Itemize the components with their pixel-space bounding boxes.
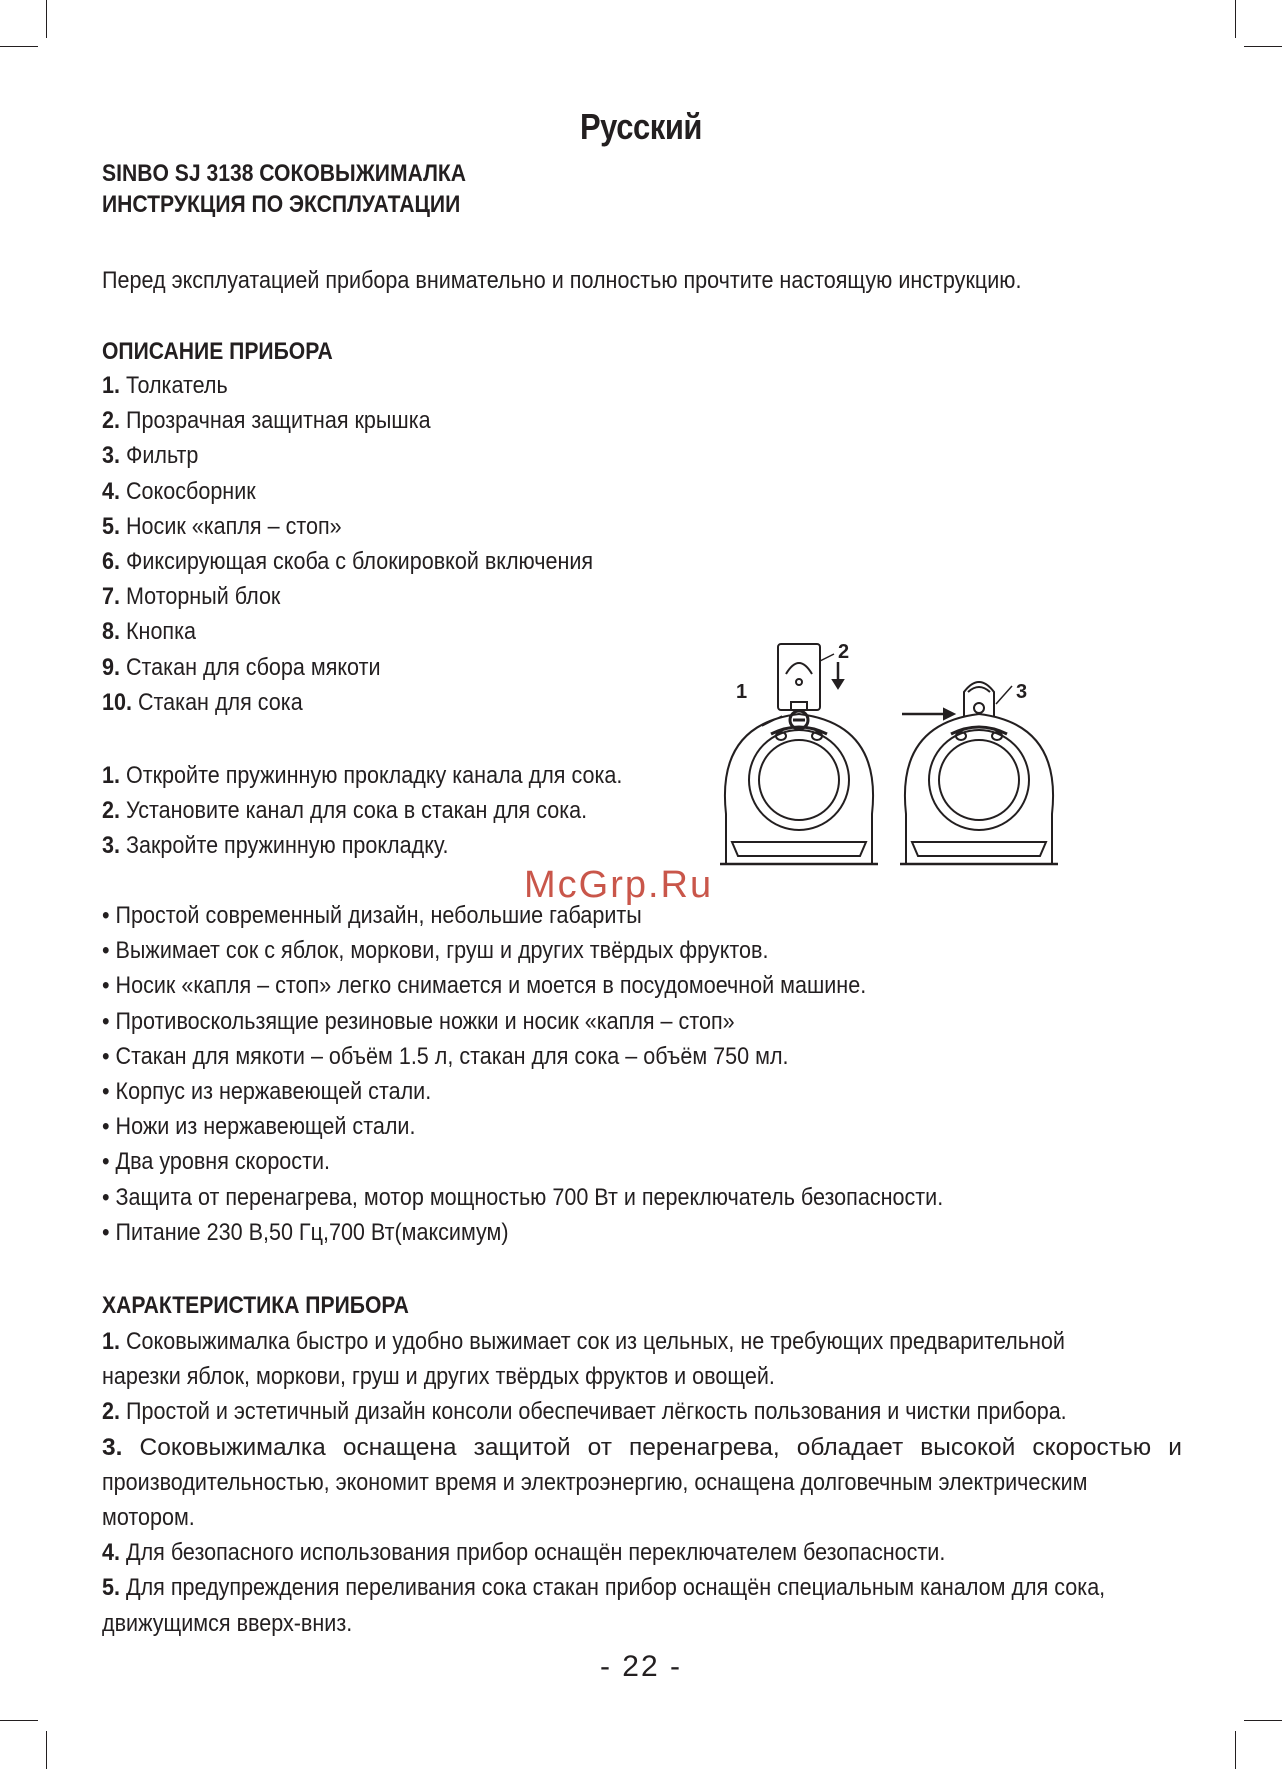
- list-item: 10. Стакан для сока: [102, 688, 303, 716]
- feature-item: • Противоскользящие резиновые ножки и носик «капля – стоп»: [102, 1007, 735, 1035]
- page-number: - 22 -: [599, 1650, 683, 1683]
- juicer-right-illustration: [900, 682, 1058, 864]
- list-item: 8. Кнопка: [102, 618, 197, 646]
- characteristics-heading: ХАРАКТЕРИСТИКА ПРИБОРА: [102, 1292, 409, 1319]
- header-instruction-line: ИНСТРУКЦИЯ ПО ЭКСПЛУАТАЦИИ: [102, 191, 461, 218]
- crop-mark: [46, 1731, 47, 1769]
- characteristics-paragraphs: [102, 1324, 1182, 1641]
- paragraph-line: нарезки яблок, моркови, груш и других твёрдых фруктов и овощей.: [102, 1363, 775, 1391]
- paragraph-line-justified: 3. Соковыжималка оснащена защитой от перенагрева, обладает высокой скоростью и: [102, 1433, 1182, 1461]
- feature-item: • Ножи из нержавеющей стали.: [102, 1113, 416, 1141]
- crop-mark: [1244, 46, 1282, 47]
- header-model-line: SINBO SJ 3138 СОКОВЫЖИМАЛКА: [102, 160, 467, 187]
- paragraph-line: движущимся вверх-вниз.: [102, 1609, 353, 1637]
- paragraph-line: производительностью, экономит время и электроэнергию, оснащена долговечным электрическим: [102, 1468, 1088, 1496]
- list-item: 2. Прозрачная защитная крышка: [102, 407, 431, 435]
- crop-mark: [1235, 1731, 1236, 1769]
- figure-label-2: 2: [838, 641, 850, 663]
- watermark: McGrp.Ru: [524, 864, 714, 906]
- intro-text: Перед эксплуатацией прибора внимательно и полностью прочтите настоящую инструкцию.: [102, 267, 1022, 294]
- step-item: 2. Установите канал для сока в стакан для сока.: [102, 797, 588, 825]
- paragraph-line: 4. Для безопасного использования прибор оснащён переключателем безопасности.: [102, 1539, 946, 1567]
- feature-item: • Защита от перенагрева, мотор мощностью 700 Вт и переключатель безопасности.: [102, 1183, 944, 1211]
- paragraph-line: 2. Простой и эстетичный дизайн консоли обеспечивает лёгкость пользования и чистки прибора.: [102, 1398, 1067, 1426]
- intro-paragraph: [102, 263, 1182, 298]
- paragraph-line: 1. Соковыжималка быстро и удобно выжимает сок из цельных, не требующих предварительной: [102, 1328, 1065, 1355]
- language-title: Русский: [579, 106, 703, 147]
- features-list: [102, 898, 1182, 1250]
- paragraph-line: 5. Для предупреждения переливания сока стакан прибор оснащён специальным каналом для сока,: [102, 1574, 1106, 1602]
- list-item: 5. Носик «капля – стоп»: [102, 512, 342, 540]
- feature-item: • Стакан для мякоти – объём 1.5 л, стакан для сока – объём 750 мл.: [102, 1042, 789, 1070]
- juicer-diagram: [716, 634, 1116, 870]
- feature-item: • Питание 230 В,50 Гц,700 Вт(максимум): [102, 1218, 509, 1246]
- list-item: 6. Фиксирующая скоба с блокировкой включения: [102, 548, 594, 576]
- feature-item: • Простой современный дизайн, небольшие габариты: [102, 902, 642, 929]
- crop-mark: [0, 46, 38, 47]
- list-item: 1. Толкатель: [102, 372, 228, 399]
- description-section: [102, 336, 1182, 367]
- figure-label-1: 1: [736, 681, 748, 703]
- characteristics-section: [102, 1290, 1182, 1321]
- paragraph-line: мотором.: [102, 1504, 195, 1532]
- feature-item: • Два уровня скорости.: [102, 1148, 331, 1176]
- document-header: [102, 158, 1182, 220]
- step-item: 1. Откройте пружинную прокладку канала для сока.: [102, 762, 623, 789]
- crop-mark: [46, 0, 47, 38]
- step-item: 3. Закройте пружинную прокладку.: [102, 832, 449, 860]
- list-item: 4. Сокосборник: [102, 477, 256, 505]
- list-item: 7. Моторный блок: [102, 583, 281, 611]
- description-heading: ОПИСАНИЕ ПРИБОРА: [102, 338, 333, 365]
- feature-item: • Носик «капля – стоп» легко снимается и моется в посудомоечной машине.: [102, 972, 867, 1000]
- crop-mark: [1244, 1720, 1282, 1721]
- figure-label-3: 3: [1016, 681, 1028, 703]
- juicer-left-illustration: [720, 644, 878, 864]
- feature-item: • Корпус из нержавеющей стали.: [102, 1078, 432, 1106]
- list-item: 3. Фильтр: [102, 442, 199, 470]
- feature-item: • Выжимает сок с яблок, моркови, груш и других твёрдых фруктов.: [102, 937, 769, 965]
- list-item: 9. Стакан для сбора мякоти: [102, 653, 381, 681]
- crop-mark: [1235, 0, 1236, 38]
- crop-mark: [0, 1720, 38, 1721]
